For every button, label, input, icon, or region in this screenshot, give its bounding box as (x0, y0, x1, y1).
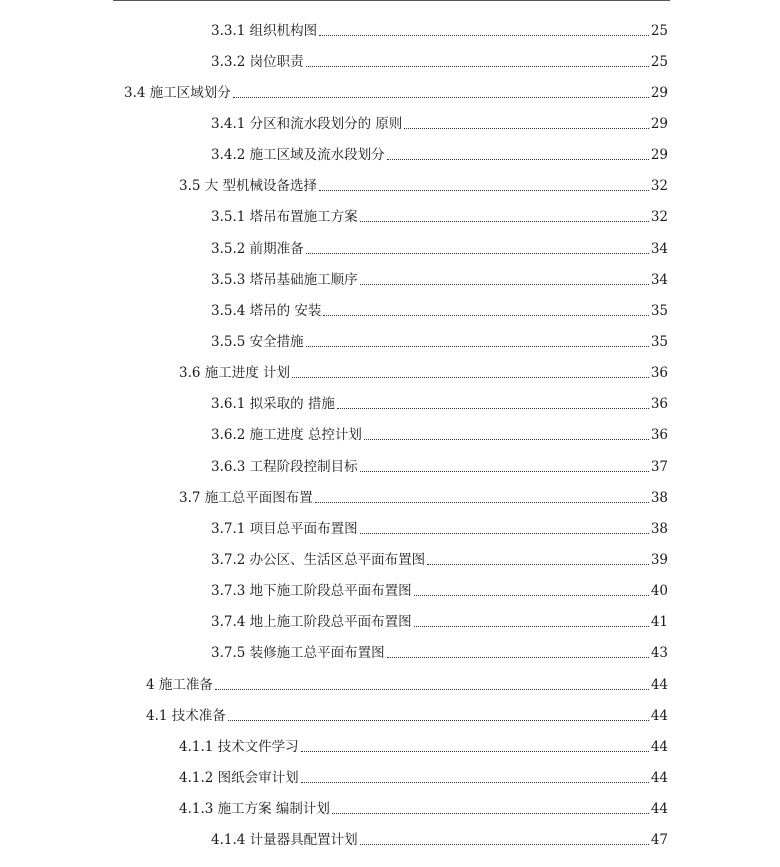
toc-entry-page: 36 (650, 427, 668, 443)
toc-entry-page: 44 (650, 801, 668, 817)
toc-entry-title: 3.4 施工区域划分 (124, 85, 231, 101)
toc-entry-title: 3.5.4 塔吊的 安装 (211, 303, 322, 319)
toc-entry-3-3-2[interactable] (211, 49, 668, 71)
toc-entry-title: 4.1.3 施工方案 编制计划 (179, 801, 330, 817)
toc-entry-3-6[interactable] (179, 360, 668, 382)
toc-dot-leader (414, 625, 649, 627)
toc-entry-3-7-1[interactable] (211, 516, 668, 538)
toc-entry-3-3-1[interactable] (211, 18, 668, 40)
toc-dot-leader (306, 252, 649, 254)
toc-entry-4-1-1[interactable] (179, 734, 668, 756)
toc-entry-title: 4.1.4 计量器具配置计划 (211, 832, 358, 848)
toc-entry-page: 37 (650, 459, 668, 475)
toc-entry-title: 3.5.1 塔吊布置施工方案 (211, 209, 358, 225)
toc-entry-page: 43 (650, 645, 668, 661)
toc-entry-page: 44 (650, 708, 668, 724)
toc-entry-page: 38 (650, 490, 668, 506)
toc-dot-leader (332, 812, 649, 814)
toc-dot-leader (315, 501, 649, 503)
toc-entry-page: 29 (650, 85, 668, 101)
toc-entry-page: 32 (650, 178, 668, 194)
toc-entry-page: 44 (650, 677, 668, 693)
toc-entry-title: 3.7.2 办公区、生活区总平面布置图 (211, 552, 426, 568)
toc-entry-3-5-2[interactable] (211, 236, 668, 258)
toc-entry-page: 25 (650, 23, 668, 39)
toc-entry-page: 44 (650, 739, 668, 755)
toc-entry-3-7-3[interactable] (211, 578, 668, 600)
toc-entry-title: 3.5.5 安全措施 (211, 334, 304, 350)
toc-entry-page: 35 (650, 303, 668, 319)
toc-dot-leader (360, 220, 649, 222)
toc-dot-leader (337, 407, 649, 409)
toc-entry-3-5[interactable] (179, 173, 668, 195)
toc-entry-3-6-2[interactable] (211, 422, 668, 444)
toc-dot-leader (323, 314, 648, 316)
toc-entry-title: 3.6.3 工程阶段控制目标 (211, 459, 358, 475)
toc-entry-page: 44 (650, 770, 668, 786)
toc-dot-leader (404, 127, 648, 129)
toc-dot-leader (414, 594, 649, 596)
toc-dot-leader (387, 158, 649, 160)
toc-entry-title: 3.5.2 前期准备 (211, 241, 304, 257)
toc-entry-3-5-4[interactable] (211, 298, 668, 320)
toc-entry-page: 32 (650, 209, 668, 225)
toc-dot-leader (228, 719, 649, 721)
toc-dot-leader (360, 283, 649, 285)
toc-entry-title: 4.1.1 技术文件学习 (179, 739, 299, 755)
toc-entry-title: 3.7.4 地上施工阶段总平面布置图 (211, 614, 412, 630)
toc-entry-page: 47 (650, 832, 668, 848)
toc-entry-title: 3.7.3 地下施工阶段总平面布置图 (211, 583, 412, 599)
toc-entry-page: 29 (650, 116, 668, 132)
page-top-rule (113, 0, 670, 1)
toc-entry-title: 3.3.2 岗位职责 (211, 54, 304, 70)
toc-entry-3-7[interactable] (179, 485, 668, 507)
toc-entry-page: 35 (650, 334, 668, 350)
toc-dot-leader (319, 189, 649, 191)
toc-dot-leader (427, 563, 649, 565)
toc-entry-3-4-1[interactable] (211, 111, 668, 133)
toc-entry-3-4[interactable] (124, 80, 668, 102)
toc-entry-3-7-5[interactable] (211, 640, 668, 662)
toc-dot-leader (301, 750, 649, 752)
toc-entry-title: 4.1 技术准备 (146, 708, 226, 724)
toc-entry-title: 3.5 大 型机械设备选择 (179, 178, 318, 194)
toc-entry-3-5-3[interactable] (211, 267, 668, 289)
toc-entry-title: 4 施工准备 (146, 677, 213, 693)
toc-entry-title: 3.6.1 拟采取的 措施 (211, 396, 335, 412)
toc-entry-page: 38 (650, 521, 668, 537)
toc-dot-leader (306, 345, 649, 347)
toc-entry-3-5-5[interactable] (211, 329, 668, 351)
toc-dot-leader (319, 34, 649, 36)
toc-entry-title: 3.4.2 施工区域及流水段划分 (211, 147, 385, 163)
toc-dot-leader (360, 843, 649, 845)
toc-entry-page: 36 (650, 396, 668, 412)
toc-entry-page: 40 (650, 583, 668, 599)
toc-dot-leader (292, 376, 649, 378)
toc-entry-3-7-4[interactable] (211, 609, 668, 631)
toc-dot-leader (387, 656, 649, 658)
toc-entry-title: 3.6 施工进度 计划 (179, 365, 291, 381)
toc-dot-leader (360, 470, 649, 472)
toc-entry-3-7-2[interactable] (211, 547, 668, 569)
toc-entry-page: 39 (650, 552, 668, 568)
toc-dot-leader (215, 688, 649, 690)
toc-entry-page: 41 (650, 614, 668, 630)
toc-entry-title: 3.6.2 施工进度 总控计划 (211, 427, 362, 443)
toc-entry-title: 4.1.2 图纸会审计划 (179, 770, 299, 786)
toc-entry-4-1-4[interactable] (211, 827, 668, 849)
toc-entry-title: 3.7 施工总平面图布置 (179, 490, 313, 506)
toc-dot-leader (364, 438, 649, 440)
toc-entry-page: 34 (650, 272, 668, 288)
toc-entry-title: 3.5.3 塔吊基础施工顺序 (211, 272, 358, 288)
toc-entry-title: 3.7.1 项目总平面布置图 (211, 521, 358, 537)
toc-entry-page: 34 (650, 241, 668, 257)
toc-entry-3-4-2[interactable] (211, 142, 668, 164)
toc-entry-3-6-3[interactable] (211, 454, 668, 476)
toc-entry-4-1[interactable] (146, 703, 668, 725)
toc-dot-leader (233, 96, 649, 98)
toc-entry-page: 29 (650, 147, 668, 163)
toc-dot-leader (306, 65, 649, 67)
toc-entry-4-1-3[interactable] (179, 796, 668, 818)
toc-entry-3-6-1[interactable] (211, 391, 668, 413)
toc-dot-leader (360, 532, 649, 534)
toc-entry-4[interactable] (146, 672, 668, 694)
toc-entry-page: 25 (650, 54, 668, 70)
toc-entry-title: 3.3.1 组织机构图 (211, 23, 318, 39)
toc-entry-page: 36 (650, 365, 668, 381)
toc-entry-title: 3.7.5 装修施工总平面布置图 (211, 645, 385, 661)
toc-entry-4-1-2[interactable] (179, 765, 668, 787)
toc-entry-3-5-1[interactable] (211, 204, 668, 226)
toc-dot-leader (301, 781, 649, 783)
toc-entry-title: 3.4.1 分区和流水段划分的 原则 (211, 116, 403, 132)
